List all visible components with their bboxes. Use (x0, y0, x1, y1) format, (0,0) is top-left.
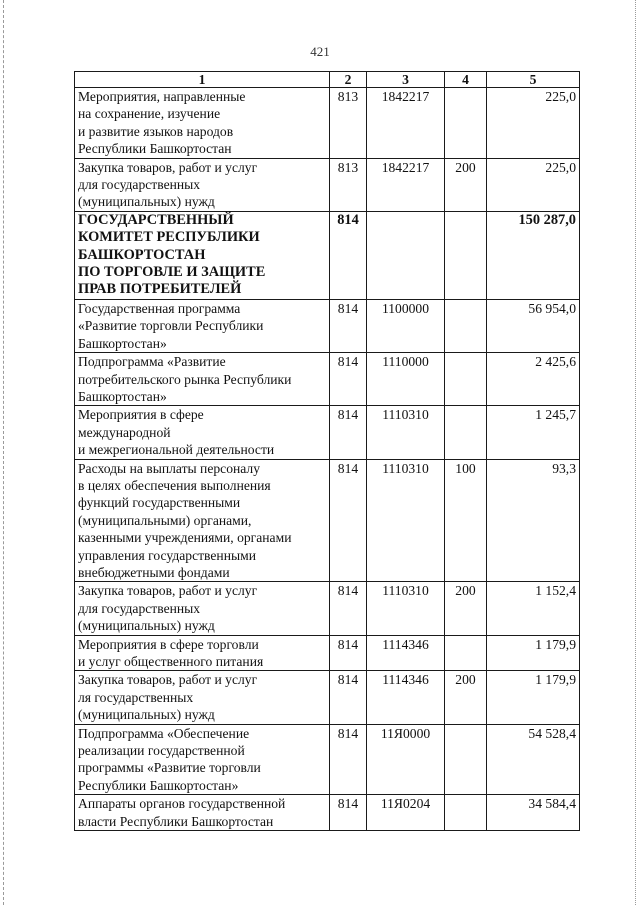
row-name-line: и межрегиональной деятельности (78, 442, 275, 458)
row-name-line: Республики Башкортостан» (78, 777, 239, 793)
table-row (75, 158, 580, 211)
target-article-code (367, 211, 445, 299)
target-article-code: 1110000 (367, 353, 445, 406)
ministry-code: 814 (330, 459, 367, 582)
table-row (75, 635, 580, 671)
table-row (75, 582, 580, 635)
row-name-line: международной (78, 424, 171, 440)
expense-type-code: 200 (445, 671, 487, 724)
row-name-line: и услуг общественного питания (78, 654, 264, 669)
row-name-line: Закупка товаров, работ и услуг (78, 583, 258, 599)
target-article-code: 1114346 (367, 635, 445, 671)
row-name (75, 635, 330, 671)
ministry-code: 814 (330, 353, 367, 406)
expense-type-code (445, 88, 487, 159)
amount: 54 528,4 (487, 724, 580, 795)
row-name-line: в целях обеспечения выполнения (78, 477, 271, 493)
row-name-line: программы «Развитие торговли (78, 760, 261, 776)
expense-type-code (445, 406, 487, 459)
row-name-line: Башкортостан» (78, 335, 167, 351)
column-header: 5 (487, 72, 580, 88)
row-name-line: Расходы на выплаты персоналу (78, 460, 260, 476)
row-name-line: Государственная программа (78, 300, 241, 316)
row-name-line: внебюджетными фондами (78, 564, 230, 580)
target-article-code: 1100000 (367, 299, 445, 352)
expense-type-code (445, 724, 487, 795)
column-header: 2 (330, 72, 367, 88)
row-name-line: БАШКОРТОСТАН (78, 246, 206, 263)
ministry-code: 814 (330, 671, 367, 724)
row-name-line: Подпрограмма «Развитие (78, 354, 226, 370)
expense-type-code (445, 299, 487, 352)
target-article-code: 1842217 (367, 88, 445, 159)
row-name-line: Республики Башкортостан (78, 141, 232, 157)
row-name-line: ПО ТОРГОВЛЕ И ЗАЩИТЕ (78, 264, 266, 281)
row-name (75, 299, 330, 352)
target-article-code: 1842217 (367, 158, 445, 211)
expense-type-code (445, 211, 487, 299)
amount: 1 245,7 (487, 406, 580, 459)
row-name (75, 671, 330, 724)
row-name-line: на сохранение, изучение (78, 106, 221, 122)
row-name-line: реализации государственной (78, 743, 245, 759)
row-name-line: (муниципальных) нужд (78, 194, 215, 210)
header-row (75, 72, 580, 88)
expense-type-code (445, 795, 487, 831)
page-number: 421 (310, 44, 330, 59)
table-row (75, 299, 580, 352)
ministry-code: 814 (330, 211, 367, 299)
row-name-line: для государственных (78, 600, 201, 616)
table-row (75, 795, 580, 831)
scan-left-edge (3, 0, 4, 905)
ministry-code: 814 (330, 635, 367, 671)
expense-type-code: 200 (445, 582, 487, 635)
target-article-code: 11Я0204 (367, 795, 445, 831)
ministry-code: 814 (330, 724, 367, 795)
row-name-line: «Развитие торговли Республики (78, 318, 264, 334)
row-name (75, 211, 330, 299)
row-name (75, 795, 330, 831)
target-article-code: 1110310 (367, 459, 445, 582)
ministry-code: 813 (330, 88, 367, 159)
row-name (75, 724, 330, 795)
ministry-code: 813 (330, 158, 367, 211)
expense-type-code (445, 353, 487, 406)
ministry-code: 814 (330, 406, 367, 459)
target-article-code: 1114346 (367, 671, 445, 724)
row-name-line: (муниципальными) органами, (78, 512, 252, 528)
amount: 1 152,4 (487, 582, 580, 635)
row-name-line: Мероприятия в сфере торговли (78, 636, 259, 652)
column-header: 1 (75, 72, 330, 88)
ministry-code: 814 (330, 299, 367, 352)
amount: 56 954,0 (487, 299, 580, 352)
amount: 93,3 (487, 459, 580, 582)
row-name-line: КОМИТЕТ РЕСПУБЛИКИ (78, 229, 260, 246)
expense-type-code (445, 635, 487, 671)
row-name-line: Закупка товаров, работ и услуг (78, 672, 258, 688)
row-name (75, 459, 330, 582)
row-name-line: ПРАВ ПОТРЕБИТЕЛЕЙ (78, 281, 242, 298)
row-name (75, 406, 330, 459)
table-row (75, 724, 580, 795)
scan-right-edge (635, 0, 636, 905)
row-name-line: (муниципальных) нужд (78, 707, 215, 723)
row-name-line: управления государственными (78, 547, 256, 563)
expense-type-code: 100 (445, 459, 487, 582)
target-article-code: 1110310 (367, 582, 445, 635)
table-row (75, 459, 580, 582)
row-name-line: для государственных (78, 177, 201, 193)
target-article-code: 1110310 (367, 406, 445, 459)
row-name-line: потребительского рынка Республики (78, 371, 292, 387)
row-name-line: власти Республики Башкортостан (78, 813, 274, 829)
amount: 225,0 (487, 158, 580, 211)
row-name (75, 353, 330, 406)
row-name-line: Мероприятия в сфере (78, 407, 204, 423)
table-row (75, 211, 580, 299)
row-name-line: и развитие языков народов (78, 123, 234, 139)
column-header: 3 (367, 72, 445, 88)
amount: 2 425,6 (487, 353, 580, 406)
table-body (75, 88, 580, 831)
table-row (75, 406, 580, 459)
row-name-line: Закупка товаров, работ и услуг (78, 159, 258, 175)
row-name-line: ГОСУДАРСТВЕННЫЙ (78, 211, 234, 228)
amount: 150 287,0 (487, 211, 580, 299)
row-name-line: (муниципальных) нужд (78, 618, 215, 634)
ministry-code: 814 (330, 795, 367, 831)
column-header: 4 (445, 72, 487, 88)
table-row (75, 353, 580, 406)
row-name (75, 158, 330, 211)
table-row (75, 88, 580, 159)
row-name-line: функций государственными (78, 495, 241, 511)
row-name (75, 582, 330, 635)
budget-table (74, 71, 580, 831)
row-name (75, 88, 330, 159)
expense-type-code: 200 (445, 158, 487, 211)
row-name-line: Мероприятия, направленные (78, 89, 246, 104)
row-name-line: Подпрограмма «Обеспечение (78, 725, 250, 741)
amount: 225,0 (487, 88, 580, 159)
table-row (75, 671, 580, 724)
amount: 1 179,9 (487, 671, 580, 724)
row-name-line: Аппараты органов государственной (78, 796, 286, 812)
row-name-line: казенными учреждениями, органами (78, 530, 292, 546)
ministry-code: 814 (330, 582, 367, 635)
row-name-line: ля государственных (78, 689, 194, 705)
amount: 1 179,9 (487, 635, 580, 671)
target-article-code: 11Я0000 (367, 724, 445, 795)
row-name-line: Башкортостан» (78, 388, 167, 404)
amount: 34 584,4 (487, 795, 580, 831)
